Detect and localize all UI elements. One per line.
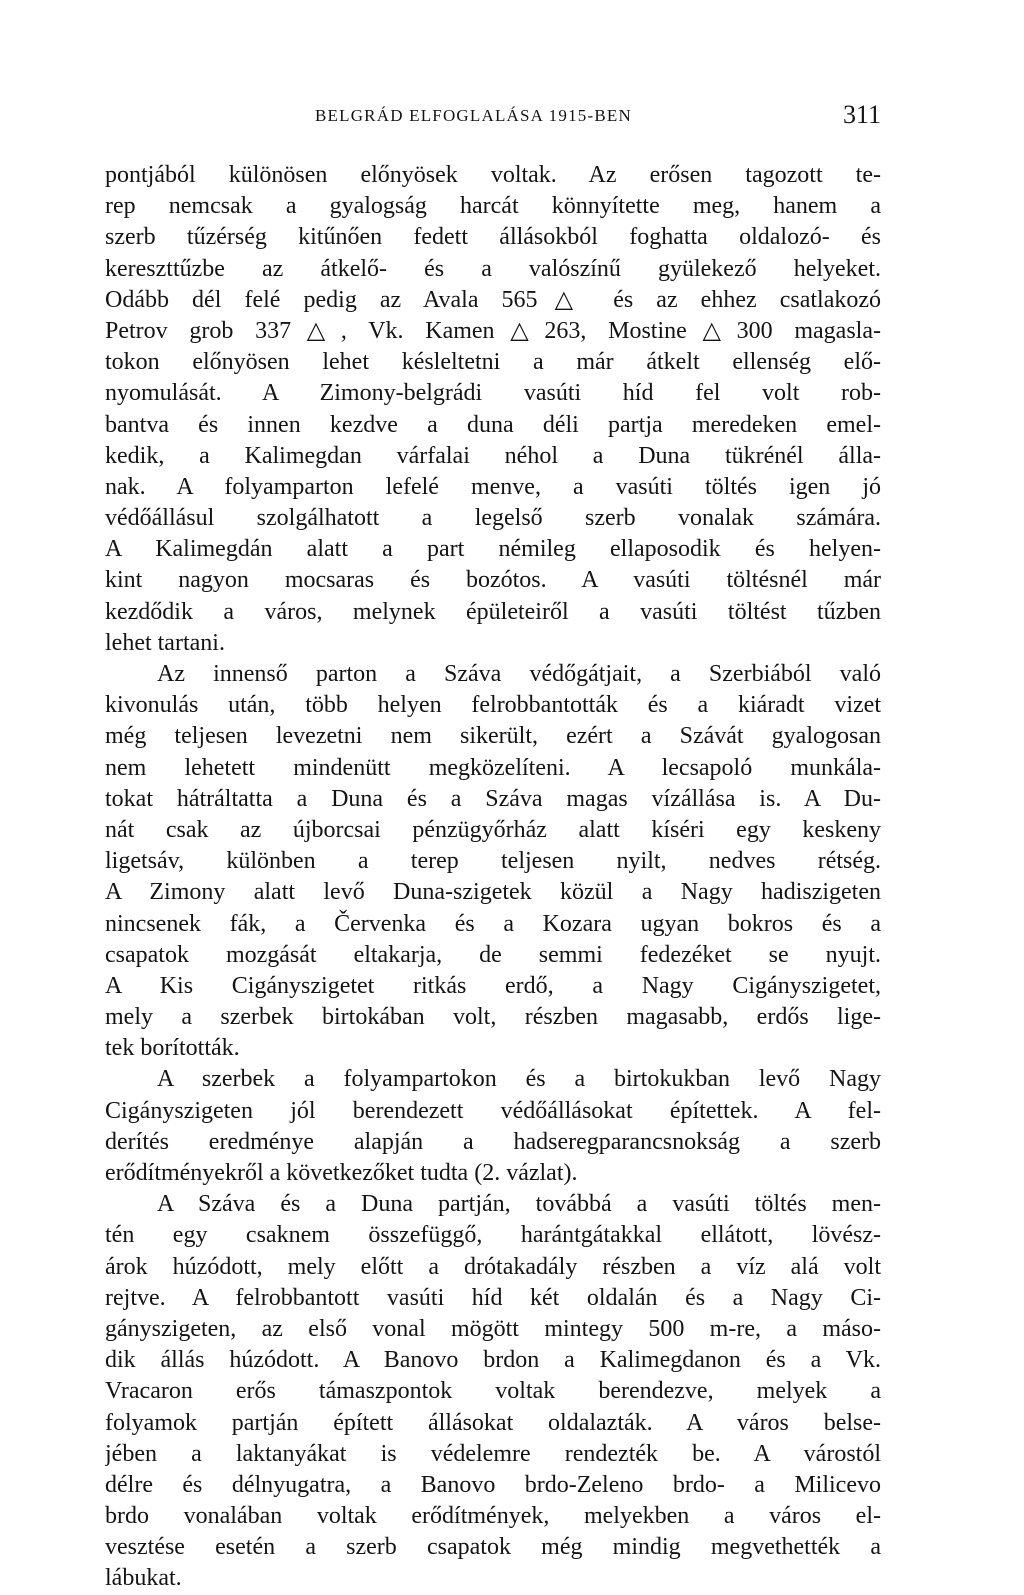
text-line: tén egy csaknem összefüggő, harántgátakkal ellátott, lövész- — [105, 1222, 881, 1249]
text-line: még teljesen levezetni nem sikerült, ezért a Szávát gyalogosan — [105, 723, 881, 750]
paragraph — [105, 160, 881, 659]
text-line: tokat hátráltatta a Duna és a Száva magas vízállása is. A Du- — [105, 785, 881, 812]
text-line: jében a laktanyákat is védelemre rendezték be. A várostól — [105, 1440, 881, 1467]
text-line: tek borították. — [105, 1035, 240, 1062]
text-line: kedik, a Kalimegdan várfalai néhol a Duna tükrénél álla- — [105, 442, 881, 469]
text-line: vesztése esetén a szerb csapatok még mindig megvethették a — [105, 1534, 881, 1561]
text-line: délre és délnyugatra, a Banovo brdo-Zeleno brdo- a Milicevo — [105, 1471, 881, 1498]
text-line: Cigányszigeten jól berendezett védőállásokat építettek. A fel- — [105, 1097, 881, 1124]
text-line: A Kalimegdán alatt a part némileg ellaposodik és helyen- — [105, 536, 881, 563]
text-line: szerb tűzérség kitűnően fedett állásokból foghatta oldalozó- és — [105, 224, 881, 251]
text-line: nak. A folyamparton lefelé menve, a vasúti töltés igen jó — [105, 473, 881, 500]
text-line: A Száva és a Duna partján, továbbá a vasúti töltés men- — [157, 1191, 881, 1218]
text-line: kivonulás után, több helyen felrobbantották és a kiáradt vizet — [105, 692, 881, 719]
paragraph — [105, 659, 881, 1064]
text-line: dik állás húzódott. A Banovo brdon a Kalimegdanon és a Vk. — [105, 1347, 881, 1374]
text-line: Vracaron erős támaszpontok voltak berendezve, melyek a — [105, 1378, 881, 1405]
paragraph — [105, 1189, 881, 1594]
body-text — [105, 160, 881, 1595]
running-head — [105, 96, 881, 140]
text-line: kint nagyon mocsaras és bozótos. A vasúti töltésnél már — [105, 567, 881, 594]
text-line: Petrov grob 337△, Vk. Kamen△263, Mostine△300 magasla- — [105, 317, 881, 344]
text-line: rejtve. A felrobbantott vasúti híd két oldalán és a Nagy Ci- — [105, 1284, 881, 1311]
text-line: nem lehetett mindenütt megközelíteni. A lecsapoló munkála- — [105, 754, 881, 781]
text-line: rep nemcsak a gyalogság harcát könnyítette meg, hanem a — [105, 193, 881, 220]
text-line: lehet tartani. — [105, 629, 225, 656]
text-line: derítés eredménye alapján a hadseregparancsnokság a szerb — [105, 1128, 881, 1155]
text-line: nincsenek fák, a Červenka és a Kozara ugyan bokros és a — [105, 910, 881, 937]
text-line: A Kis Cigányszigetet ritkás erdő, a Nagy Cigányszigetet, — [105, 972, 881, 999]
text-line: nát csak az újborcsai pénzügyőrház alatt kíséri egy keskeny — [105, 816, 881, 843]
text-line: brdo vonalában voltak erődítmények, melyekben a város el- — [105, 1503, 881, 1530]
text-line: csapatok mozgását eltakarja, de semmi fedezéket se nyujt. — [105, 941, 881, 968]
text-line: ligetsáv, különben a terep teljesen nyilt, nedves rétség. — [105, 848, 881, 875]
text-line: kezdődik a város, melynek épületeiről a vasúti töltést tűzben — [105, 598, 881, 625]
text-line: nyomulását. A Zimony-belgrádi vasúti híd fel volt rob- — [105, 380, 881, 407]
text-line: A szerbek a folyampartokon és a birtokukban levő Nagy — [157, 1066, 881, 1093]
text-line: gányszigeten, az első vonal mögött mintegy 500 m-re, a máso- — [105, 1315, 881, 1342]
text-line: pontjából különösen előnyösek voltak. Az erősen tagozott te- — [105, 162, 881, 188]
text-line: bantva és innen kezdve a duna déli partja meredeken emel- — [105, 411, 881, 438]
text-line: Az innenső parton a Száva védőgátjait, a Szerbiából való — [157, 661, 881, 687]
text-line: mely a szerbek birtokában volt, részben magasabb, erdős lige- — [105, 1004, 881, 1031]
text-line: erődítményekről a következőket tudta (2. vázlat). — [105, 1160, 578, 1186]
text-line: védőállásul szolgálhatott a legelső szerb vonalak számára. — [105, 505, 881, 532]
text-line: lábukat. — [105, 1565, 182, 1592]
running-title: BELGRÁD ELFOGLALÁSA 1915-BEN — [315, 106, 632, 125]
text-line: kereszttűzbe az átkelő- és a valószínű gyülekező helyeket. — [105, 255, 881, 282]
page-number: 311 — [842, 100, 881, 129]
text-line: árok húzódott, mely előtt a drótakadály részben a víz alá volt — [105, 1253, 881, 1280]
text-line: folyamok partján épített állásokat oldalazták. A város belse- — [105, 1409, 881, 1436]
text-line: Odább dél felé pedig az Avala 565△ és az ehhez csatlakozó — [105, 286, 881, 313]
paragraph — [105, 1064, 881, 1189]
text-line: tokon előnyösen lehet késleltetni a már átkelt ellenség elő- — [105, 349, 881, 376]
text-line: A Zimony alatt levő Duna-szigetek közül a Nagy hadiszigeten — [105, 879, 881, 906]
